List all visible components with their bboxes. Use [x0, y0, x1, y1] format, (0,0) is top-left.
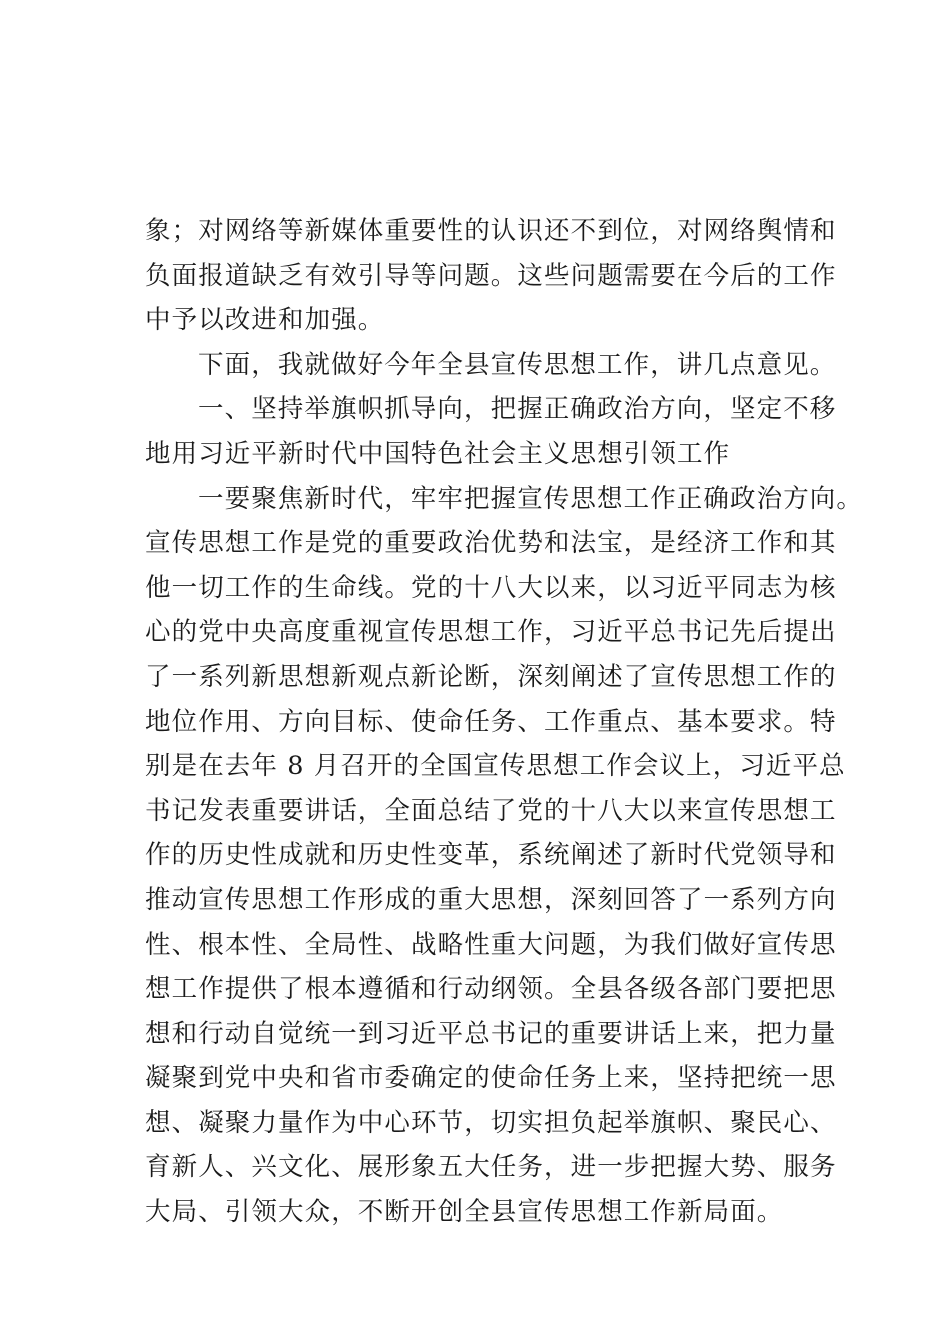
text-line: 他一切工作的生命线。党的十八大以来，以习近平同志为核 — [145, 572, 837, 603]
text-line: 想和行动自觉统一到习近平总书记的重要讲话上来，把力量 — [145, 1018, 837, 1049]
paragraph-first-line: 一要聚焦新时代，牢牢把握宣传思想工作正确政治方向。 — [198, 483, 864, 514]
text-line: 想工作提供了根本遵循和行动纲领。全县各级各部门要把思 — [145, 974, 837, 1005]
text-line: 宣传思想工作是党的重要政治优势和法宝，是经济工作和其 — [145, 528, 837, 559]
text-line: 心的党中央高度重视宣传思想工作，习近平总书记先后提出 — [145, 617, 837, 648]
text-line: 地位作用、方向目标、使命任务、工作重点、基本要求。特 — [145, 706, 837, 737]
text-line: 性、根本性、全局性、战略性重大问题，为我们做好宣传思 — [145, 929, 837, 960]
text-line: 推动宣传思想工作形成的重大思想，深刻回答了一系列方向 — [145, 884, 837, 915]
text-line: 了一系列新思想新观点新论断，深刻阐述了宣传思想工作的 — [145, 661, 837, 692]
text-line: 别是在去年 8 月召开的全国宣传思想工作会议上，习近平总 — [145, 751, 846, 782]
text-line: 中予以改进和加强。 — [145, 305, 385, 336]
text-line: 负面报道缺乏有效引导等问题。这些问题需要在今后的工作 — [145, 260, 837, 291]
section-heading-line: 一、坚持举旗帜抓导向，把握正确政治方向，坚定不移 — [198, 394, 837, 425]
section-heading-line: 地用习近平新时代中国特色社会主义思想引领工作 — [145, 438, 731, 469]
text-line: 想、凝聚力量作为中心环节，切实担负起举旗帜、聚民心、 — [145, 1107, 837, 1138]
text-line: 凝聚到党中央和省市委确定的使命任务上来，坚持把统一思 — [145, 1063, 837, 1094]
text-line: 作的历史性成就和历史性变革，系统阐述了新时代党领导和 — [145, 840, 837, 871]
text-line: 象；对网络等新媒体重要性的认识还不到位，对网络舆情和 — [145, 216, 837, 246]
text-line: 大局、引领大众，不断开创全县宣传思想工作新局面。 — [145, 1197, 784, 1228]
document-body — [145, 209, 864, 1235]
text-line: 育新人、兴文化、展形象五大任务，进一步把握大势、服务 — [145, 1152, 837, 1183]
paragraph-intro-line: 下面，我就做好今年全县宣传思想工作，讲几点意见。 — [198, 349, 837, 380]
text-line: 书记发表重要讲话，全面总结了党的十八大以来宣传思想工 — [145, 795, 837, 826]
